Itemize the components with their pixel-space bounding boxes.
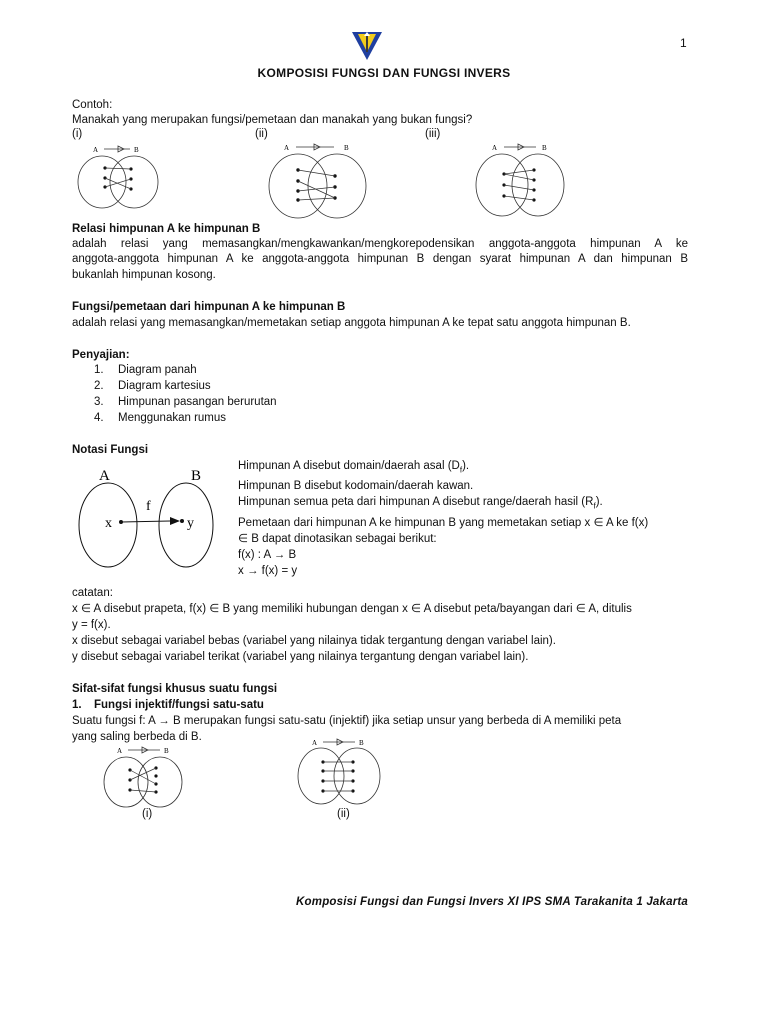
list-item: 3. Himpunan pasangan berurutan	[94, 396, 277, 408]
notasi-text	[238, 458, 688, 579]
catatan-line-2: y = f(x).	[72, 619, 111, 631]
example-question: Manakah yang merupakan fungsi/pemetaan dan manakah yang bukan fungsi?	[72, 114, 473, 126]
example-diagram-i	[72, 142, 164, 212]
set-a-label: A	[492, 144, 498, 152]
notasi-line-7: x → f(x) = y	[238, 564, 298, 577]
catatan-line-1: x ∈ A disebut prapeta, f(x) ∈ B yang memiliki hubungan dengan x ∈ A disebut peta/bayangan dari ∈ A, ditulis	[72, 603, 632, 615]
notasi-line-5: ∈ B dapat dinotasikan sebagai berikut:	[238, 532, 437, 545]
relasi-line-2: anggota-anggota himpunan A ke anggota-anggota himpunan B dengan syarat himpunan A dan himpunan B	[72, 253, 688, 265]
injektif-diagram-i	[100, 744, 188, 812]
catatan-line-4: y disebut sebagai variabel terikat (variabel yang nilainya tergantung dengan variabel lain).	[72, 651, 529, 663]
injektif-diagram-ii	[295, 736, 385, 808]
list-item: 4. Menggunakan rumus	[94, 412, 227, 424]
example-heading: Contoh:	[72, 99, 113, 111]
catatan-line-3: x disebut sebagai variabel bebas (variabel yang nilainya tidak tergantung dengan variabel lain).	[72, 635, 556, 647]
example-diagram-iii	[470, 140, 570, 220]
penyajian-heading: Penyajian:	[72, 349, 130, 361]
set-a-label: A	[93, 146, 99, 154]
set-a-label: A	[312, 739, 318, 747]
school-logo	[350, 28, 384, 62]
page-title: KOMPOSISI FUNGSI DAN FUNGSI INVERS	[257, 66, 511, 80]
set-b-label: B	[191, 468, 202, 484]
relasi-line-1: adalah relasi yang memasangkan/mengkawankan/mengkorepodensikan anggota-anggota himpunan A ke	[72, 238, 688, 250]
footer: Komposisi Fungsi dan Fungsi Invers XI IPS SMA Tarakanita 1 Jakarta	[296, 896, 688, 908]
set-a-label: A	[117, 747, 123, 755]
sifat-line-1: Suatu fungsi f: A → B merupakan fungsi satu-satu (injektif) jika setiap unsur yang berbeda di A memiliki peta	[72, 715, 622, 727]
list-item: 2. Diagram kartesius	[94, 380, 211, 392]
relasi-heading: Relasi himpunan A ke himpunan B	[72, 223, 261, 235]
set-b-label: B	[134, 146, 139, 154]
notasi-line-1: Himpunan A disebut domain/daerah asal $(D_f)$.	[238, 460, 470, 475]
example-label-ii: (ii)	[255, 128, 268, 140]
injektif-label-ii: (ii)	[337, 808, 350, 820]
set-a-label: A	[99, 468, 110, 484]
sifat-heading: Sifat-sifat fungsi khusus suatu fungsi	[72, 683, 278, 695]
notasi-diagram	[74, 462, 224, 572]
fungsi-line: adalah relasi yang memasangkan/memetakan setiap anggota himpunan A ke tepat satu anggota himpunan B.	[72, 317, 631, 329]
example-label-iii: (iii)	[425, 128, 441, 140]
set-b-label: B	[344, 144, 349, 152]
penyajian-list	[94, 362, 277, 426]
notasi-line-6: f(x) : A → B	[238, 548, 297, 561]
relasi-line-3: bukanlah himpunan kosong.	[72, 269, 216, 281]
element-y-label: y	[187, 516, 194, 531]
function-f-label: f	[146, 499, 151, 514]
set-b-label: B	[164, 747, 169, 755]
catatan-heading: catatan:	[72, 587, 113, 599]
page-number: 1	[680, 36, 687, 50]
sifat-subheading: 1. Fungsi injektif/fungsi satu-satu	[72, 699, 264, 711]
notasi-line-2: Himpunan B disebut kodomain/daerah kawan.	[238, 480, 474, 493]
example-diagram-ii	[262, 140, 372, 222]
notasi-line-4: Pemetaan dari himpunan A ke himpunan B yang memetakan setiap x ∈ A ke f(x)	[238, 516, 649, 529]
sifat-line-2: yang saling berbeda di B.	[72, 731, 202, 743]
injektif-label-i: (i)	[142, 808, 153, 820]
set-a-label: A	[284, 144, 290, 152]
list-item: 1. Diagram panah	[94, 364, 197, 376]
fungsi-heading: Fungsi/pemetaan dari himpunan A ke himpunan B	[72, 301, 346, 313]
set-b-label: B	[359, 739, 364, 747]
notasi-line-3: Himpunan semua peta dari himpunan A disebut range/daerah hasil $(R_f)$.	[238, 496, 603, 511]
example-label-i: (i)	[72, 128, 83, 140]
set-b-label: B	[542, 144, 547, 152]
element-x-label: x	[105, 516, 112, 531]
notasi-heading: Notasi Fungsi	[72, 444, 149, 456]
